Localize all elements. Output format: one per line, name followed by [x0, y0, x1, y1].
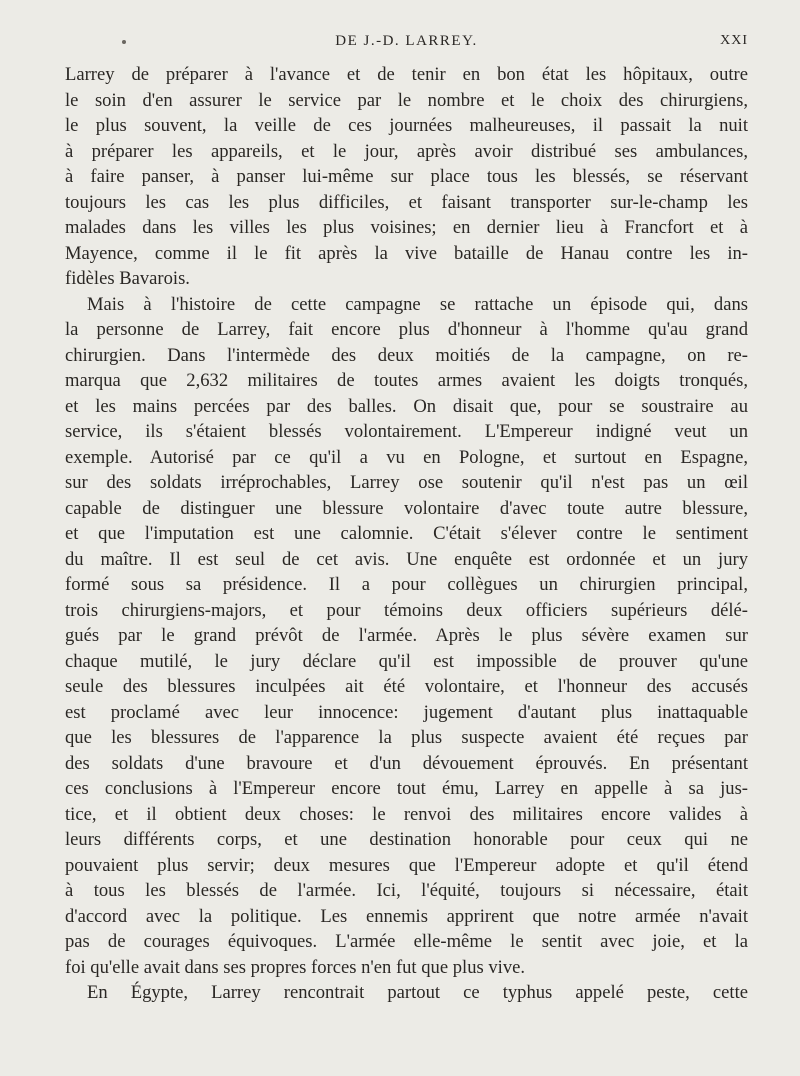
text-line: capable de distinguer une blessure volontaire d'avec toute autre blessure,	[65, 497, 748, 519]
text-line: d'accord avec la politique. Les ennemis apprirent que notre armée n'avait	[65, 905, 748, 927]
text-line: leurs différents corps, et une destination honorable pour ceux qui ne	[65, 829, 748, 850]
text-line: marqua que 2,632 militaires de toutes armes avaient les doigts tronqués,	[65, 370, 748, 391]
page-number: XXI	[720, 33, 748, 48]
text-line: sur des soldats irréprochables, Larrey ose soutenir qu'il n'est pas un œil	[65, 472, 748, 493]
text-line: le soin d'en assurer le service par le nombre et le choix des chirurgiens,	[65, 89, 748, 111]
text-line: gués par le grand prévôt de l'armée. Après le plus sévère examen sur	[65, 625, 748, 646]
text-line: formé sous sa présidence. Il a pour collègues un chirurgien principal,	[65, 574, 748, 595]
text-line: à faire panser, à panser lui-même sur place tous les blessés, se réservant	[65, 166, 748, 187]
body-text	[65, 62, 748, 1006]
text-line: Mayence, comme il le fit après la vive bataille de Hanau contre les in-	[65, 242, 748, 264]
text-line: à préparer les appareils, et le jour, après avoir distribué ses ambulances,	[65, 140, 748, 162]
text-line: à tous les blessés de l'armée. Ici, l'équité, toujours si nécessaire, était	[65, 880, 748, 901]
text-line: fidèles Bavarois.	[65, 268, 190, 289]
text-line: ces conclusions à l'Empereur encore tout ému, Larrey en appelle à sa jus-	[65, 778, 748, 799]
text-line: la personne de Larrey, fait encore plus d'honneur à l'homme qu'au grand	[65, 319, 748, 340]
text-line: trois chirurgiens-majors, et pour témoins deux officiers supérieurs délé-	[65, 599, 748, 621]
text-line: pouvaient plus servir; deux mesures que l'Empereur adopte et qu'il étend	[65, 854, 748, 876]
text-line: et les mains percées par des balles. On disait que, pour se soustraire au	[65, 395, 748, 417]
text-line: Mais à l'histoire de cette campagne se rattache un épisode qui, dans	[87, 293, 748, 315]
text-line: foi qu'elle avait dans ses propres forces n'en fut que plus vive.	[65, 956, 526, 978]
text-line: malades dans les villes les plus voisines; en dernier lieu à Francfort et à	[65, 217, 748, 238]
text-line: et que l'imputation est une calomnie. C'était s'élever contre le sentiment	[65, 523, 748, 544]
running-title: DE J.-D. LARREY.	[335, 33, 478, 49]
text-line: service, ils s'étaient blessés volontairement. L'Empereur indigné veut un	[65, 421, 748, 442]
running-head	[65, 0, 748, 60]
text-line: le plus souvent, la veille de ces journées malheureuses, il passait la nuit	[65, 115, 748, 136]
text-line: pas de courages équivoques. L'armée elle-même le sentit avec joie, et la	[65, 931, 748, 952]
paragraph	[65, 62, 748, 1006]
text-line: seule des blessures inculpées ait été volontaire, et l'honneur des accusés	[65, 676, 748, 697]
text-line: est proclamé avec leur innocence: jugement d'autant plus inattaquable	[65, 701, 748, 723]
text-line: chirurgien. Dans l'intermède des deux moitiés de la campagne, on re-	[65, 344, 748, 366]
text-line: que les blessures de l'apparence la plus suspecte avaient été reçues par	[65, 727, 748, 748]
text-line: exemple. Autorisé par ce qu'il a vu en Pologne, et surtout en Espagne,	[65, 446, 748, 468]
text-line: En Égypte, Larrey rencontrait partout ce typhus appelé peste, cette	[87, 982, 748, 1003]
text-line: du maître. Il est seul de cet avis. Une enquête est ordonnée et un jury	[65, 548, 748, 570]
text-line: Larrey de préparer à l'avance et de tenir en bon état les hôpitaux, outre	[65, 64, 748, 85]
text-line: chaque mutilé, le jury déclare qu'il est impossible de prouver qu'une	[65, 650, 748, 672]
text-line: tice, et il obtient deux choses: le renvoi des militaires encore valides à	[65, 803, 748, 825]
text-line: des soldats d'une bravoure et d'un dévouement éprouvés. En présentant	[65, 752, 748, 774]
text-line: toujours les cas les plus difficiles, et faisant transporter sur-le-champ les	[65, 191, 748, 213]
